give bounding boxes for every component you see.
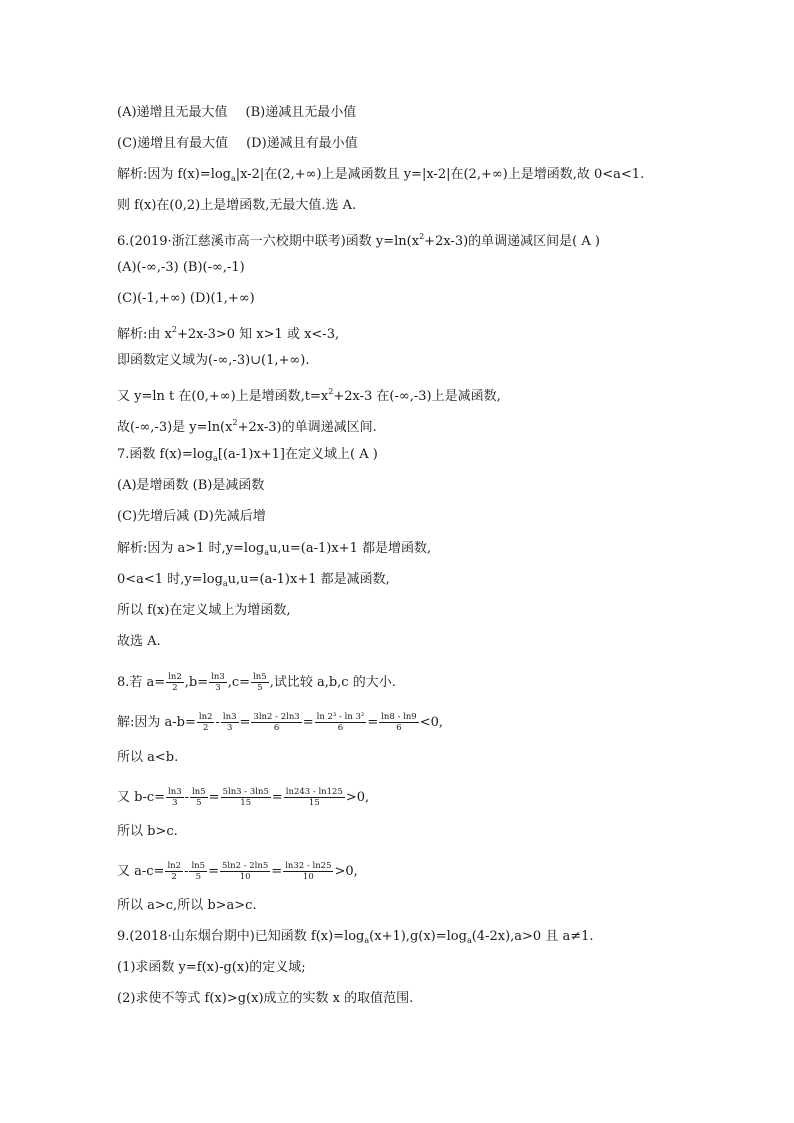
fraction: $\frac{\ln 8 - \ln 9}{6}$ [381, 712, 417, 733]
q6-solution-line-1: 解析:由 $x^2+2x-3>0$ 知 x>1 或 x<-3, [117, 325, 340, 342]
q9-part-1: (1)求函数 y=f(x)-g(x)的定义域; [117, 960, 306, 975]
fraction: $\frac{3\ln 2 - 2\ln 3}{6}$ [253, 712, 300, 733]
fraction: $\frac{\ln 5}{5}$ [253, 672, 267, 693]
fraction: $\frac{\ln 2}{2}$ [168, 672, 182, 693]
fraction: $\frac{\ln 243 - \ln 125}{15}$ [285, 787, 343, 808]
q7-stem: 7.函数 $f(x)=\log_a[(a-1)x+1]$在定义域上( A ) [117, 447, 378, 463]
q7-solution-line-3: 所以 f(x)在定义域上为增函数, [117, 603, 291, 618]
fraction: $\frac{\ln 2}{2}$ [167, 861, 182, 882]
q8-stem: 8.若 a= $\frac{\ln 2}{2}$ ,b= $\frac{\ln 3}{3}$ ,c= $\frac{\ln 5}{5}$ ,试比较 a,b,c 的大小. [117, 672, 396, 693]
q5-option-c: (C)递增且有最大值 [117, 136, 229, 151]
q6-solution-line-4: 故(-∞,-3)是 $y=\ln(x^2+2x-3)$的单调递减区间. [117, 418, 377, 435]
fraction: $\frac{\ln 3}{3}$ [168, 787, 182, 808]
q5-option-a: (A)递增且无最大值 [117, 105, 228, 120]
fraction: $\frac{\ln 2}{2}$ [198, 712, 213, 733]
fraction: $\frac{\text{ln 2³ - ln 3²}}{6}$ [316, 712, 365, 733]
q5-solution-line-2: 则 f(x)在(0,2)上是增函数,无最大值.选 A. [117, 198, 357, 213]
q5-options-cd [117, 136, 358, 152]
q6-stem: 6.(2019·浙江慈溪市高一六校期中联考)函数 $y=\ln(x^2+2x-3)$的单调递减区间是( A ) [117, 232, 600, 249]
fraction: $\frac{\ln 5}{5}$ [192, 787, 206, 808]
q8-solution-line-6: 所以 a>c,所以 b>a>c. [117, 898, 257, 913]
fraction: $\frac{\ln 3}{3}$ [211, 672, 225, 693]
q7-solution-line-2: 0<a<1 时$,y=\log_au,u=(a-1)x+1$ 都是减函数, [117, 572, 390, 588]
q7-solution-line-1: 解析:因为 a>1 时$,y=\log_au,u=(a-1)x+1$ 都是增函数, [117, 541, 432, 557]
fraction: $\frac{5\ln 2 - 2\ln 5}{10}$ [221, 861, 269, 882]
q9-stem: 9.(2018·山东烟台期中)已知函数 $f(x)=\log_a(x+1),g(x)=\log_a(4-2x),a>0$ 且 a≠1. [117, 929, 594, 945]
q5-solution-line-1: 解析:因为 $f(x)=\log_a|x-2|$在(2,+∞)上是减函数且 y=|x-2|在(2,+∞)上是增函数,故 0<a<1. [117, 167, 645, 183]
q8-solution-line-1: 解:因为 a-b= $\frac{\ln 2}{2}$ - $\frac{\ln 3}{3}$ = $\frac{3\ln 2 - 2\ln 3}{6}$ = $\frac{\text{ln 2³ - ln 3²}}{6}$ = $\frac{\ln 8 - \ln 9}{6}$ <0, [117, 712, 443, 733]
q5-option-d: (D)递减且有最小值 [246, 136, 358, 151]
q7-solution-line-4: 故选 A. [117, 634, 161, 649]
fraction: $\frac{\ln 32 - \ln 25}{10}$ [285, 861, 332, 882]
q7-options-cd: (C)先增后减 (D)先减后增 [117, 509, 266, 524]
q8-solution-line-5: 又 a-c= $\frac{\ln 2}{2}$ - $\frac{\ln 5}{5}$ = $\frac{5\ln 2 - 2\ln 5}{10}$ = $\frac{\ln 32 - \ln 25}{10}$ >0, [117, 861, 358, 882]
q7-options-ab: (A)是增函数 (B)是减函数 [117, 478, 265, 493]
q8-solution-line-3: 又 b-c= $\frac{\ln 3}{3}$ - $\frac{\ln 5}{5}$ = $\frac{5\ln 3 - 3\ln 5}{15}$ = $\frac{\ln 243 - \ln 125}{15}$ >0, [117, 787, 370, 808]
fraction: $\frac{5\ln 3 - 3\ln 5}{15}$ [222, 787, 269, 808]
q8-solution-line-4: 所以 b>c. [117, 824, 178, 839]
q6-options-ab: (A)(-∞,-3) (B)(-∞,-1) [117, 260, 245, 275]
q6-solution-line-2: 即函数定义域为(-∞,-3)∪(1,+∞). [117, 353, 310, 368]
fraction: $\frac{\ln 3}{3}$ [222, 712, 237, 733]
q5-options-ab [117, 105, 356, 121]
q8-solution-line-2: 所以 a<b. [117, 750, 179, 765]
q6-options-cd: (C)(-1,+∞) (D)(1,+∞) [117, 291, 255, 306]
q5-option-b: (B)递减且无最小值 [245, 105, 357, 120]
fraction: $\frac{\ln 5}{5}$ [191, 861, 206, 882]
q9-part-2: (2)求使不等式 f(x)>g(x)成立的实数 x 的取值范围. [117, 991, 414, 1006]
q6-solution-line-3: 又 y=ln t 在(0,+∞)上是增函数$,t=x^2+2x-3$ 在(-∞,-3)上是减函数, [117, 387, 501, 404]
